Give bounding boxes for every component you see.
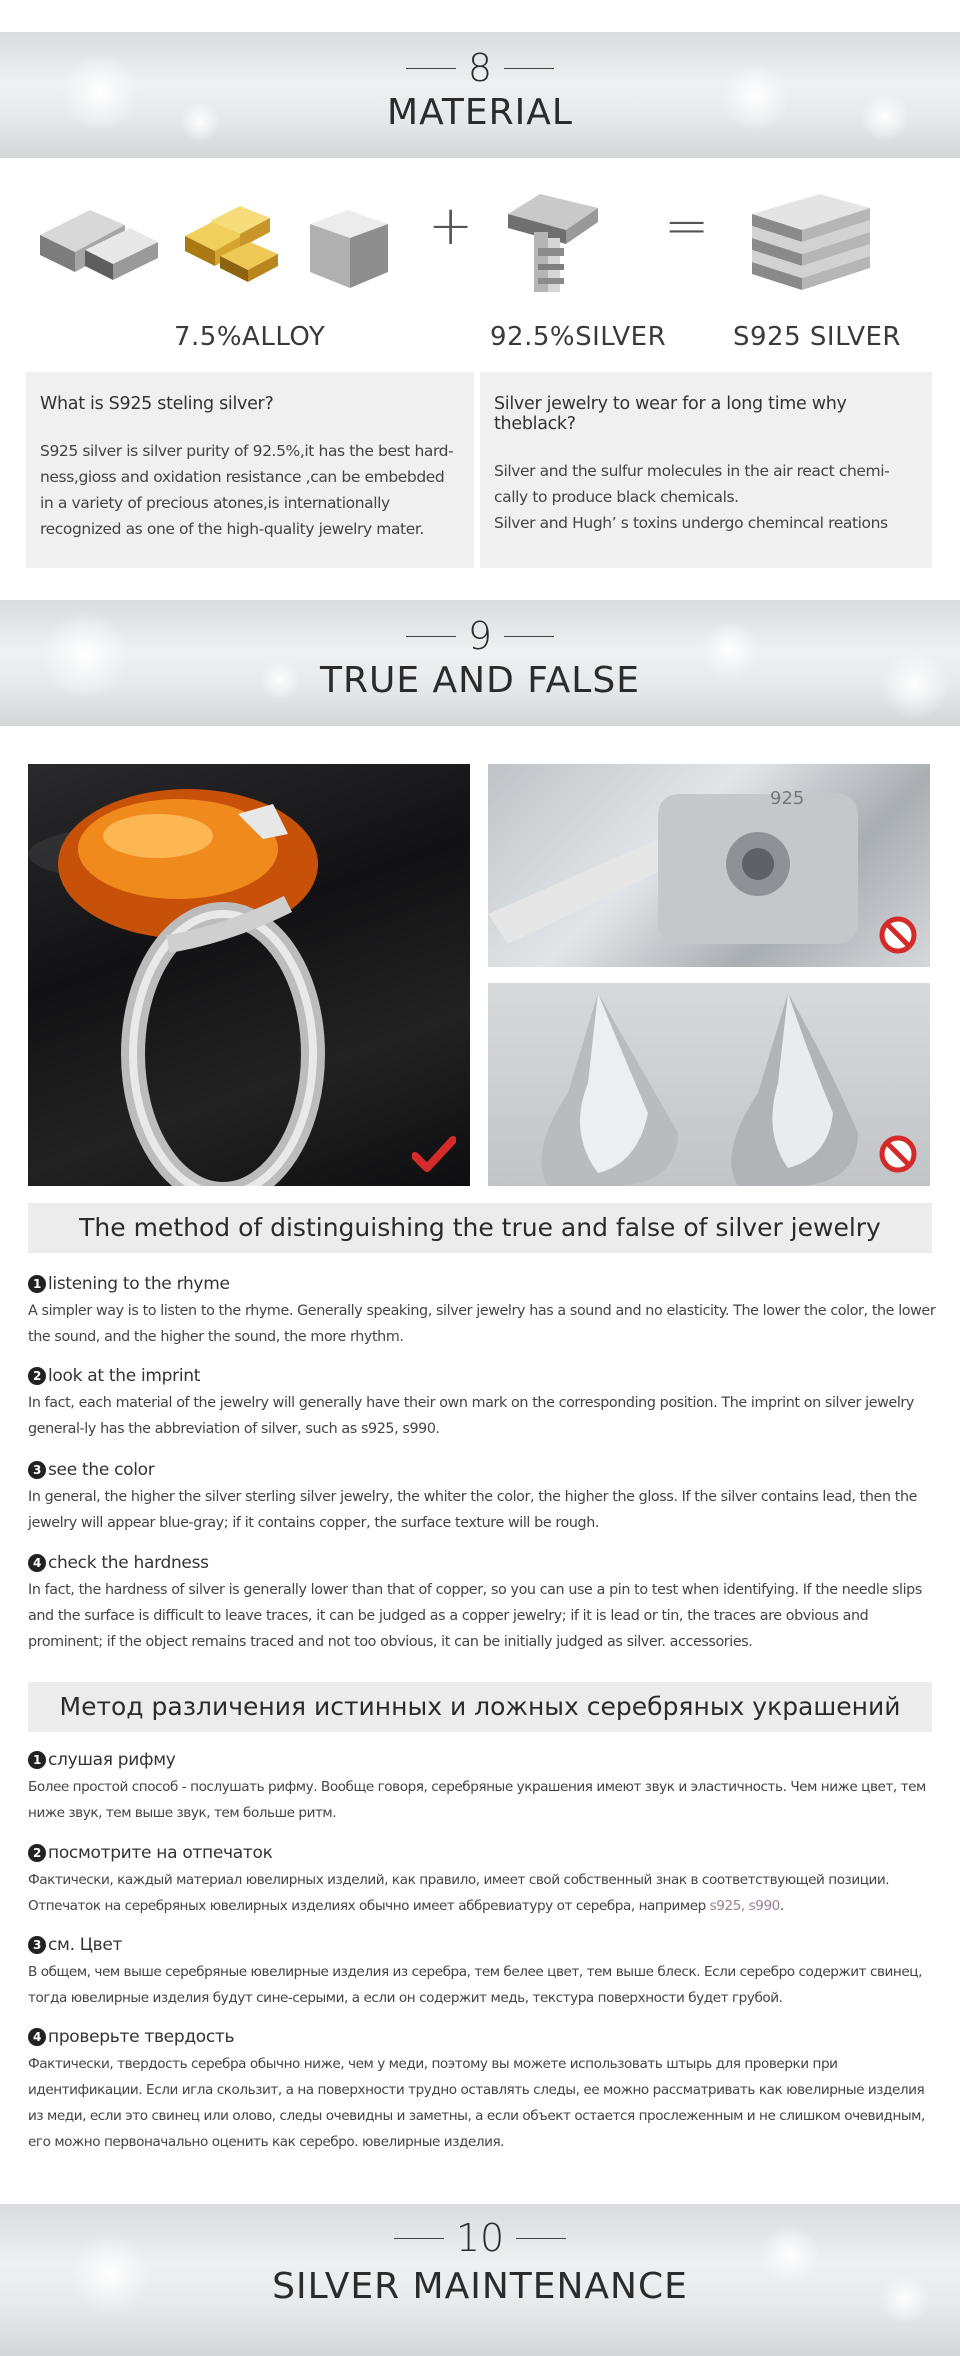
plus-sign: + (428, 194, 474, 257)
bullet-number: 2 (28, 1367, 46, 1385)
imprint-closeup-image (488, 764, 930, 967)
silver-drops-image (488, 983, 930, 1186)
equals-sign: = (664, 194, 710, 257)
divider-line (406, 68, 456, 69)
tip-ru-1 (28, 1750, 938, 1826)
bullet-number: 3 (28, 1461, 46, 1479)
tip-heading: проверьте твердость (48, 2027, 235, 2047)
material-equation (0, 188, 960, 298)
tip-body: Фактически, твердость серебра обычно ниже, чем у меди, поэтому вы можете использовать штырь для проверки при идентификации. Если игла скользит, а на поверхности трудно оставлять следы, ее можно рассматривать как ювелирные изделия из меди, если это свинец или олово, следы очевидны и заметны, а если объект остается прослеженным и не слишком очевидным, его можно первоначально оценить как серебро. ювелирные изделия. (28, 2056, 925, 2150)
tip-body: In fact, the hardness of silver is generally lower than that of copper, so you can use a pin to test when identifying. If the needle slips and the surface is difficult to leave traces, it can be judged as a copper jewelry; if it is lead or tin, the traces are obvious and prominent; if the object remains traced and not too obvious, it can be initially judged as silver. accessories. (28, 1582, 922, 1650)
tip-heading: check the hardness (48, 1553, 209, 1573)
s925-bars-image (748, 188, 878, 300)
silver-bars-image (30, 200, 160, 280)
section-banner-maintenance (0, 2204, 960, 2356)
alloy-label: 7.5%ALLOY (174, 322, 326, 352)
genuine-ring-photo (28, 764, 470, 1186)
method-title-ru: Метод различения истинных и ложных серебряных украшений (28, 1682, 932, 1732)
check-icon (412, 1136, 456, 1172)
section-title: TRUE AND FALSE (320, 660, 640, 701)
silver-label: 92.5%SILVER (490, 322, 667, 352)
svg-text:925: 925 (770, 788, 805, 809)
bullet-number: 1 (28, 1275, 46, 1293)
divider-line (516, 2238, 566, 2239)
section-banner-material (0, 32, 960, 158)
prohibited-icon (878, 1134, 918, 1174)
blackening-info-box (480, 372, 932, 568)
divider-line (504, 68, 554, 69)
info-box-text: Silver and Hugh’ s toxins undergo chemincal reations (494, 514, 888, 532)
section-title: SILVER MAINTENANCE (272, 2266, 688, 2307)
highlight-text: s925, s990 (709, 1898, 780, 1914)
tip-body: In fact, each material of the jewelry will generally have their own mark on the corresponding position. The imprint on silver jewelry general-ly has the abbreviation of silver, such as s925, s990. (28, 1395, 914, 1437)
bullet-number: 2 (28, 1844, 46, 1862)
info-box-text: Silver and the sulfur molecules in the air react chemi-cally to produce black chemicals. (494, 462, 890, 506)
tip-body: Более простой способ - послушать рифму. Вообще говоря, серебряные украшения имеют звук и эластичность. Чем ниже цвет, тем ниже звук, тем выше звук, тем больше ритм. (28, 1779, 926, 1821)
method-title-en: The method of distinguishing the true and false of silver jewelry (28, 1203, 932, 1253)
tip-en-2 (28, 1366, 938, 1442)
divider-line (406, 636, 456, 637)
tip-en-3 (28, 1460, 938, 1536)
tip-heading: см. Цвет (48, 1935, 123, 1955)
tip-ru-2 (28, 1843, 938, 1919)
s925-info-box (26, 372, 474, 568)
tip-body: A simpler way is to listen to the rhyme. Generally speaking, silver jewelry has a sound and no elasticity. The lower the color, the lower the sound, and the higher the sound, the more rhythm. (28, 1303, 936, 1345)
section-number: 8 (467, 46, 493, 90)
info-box-text: S925 silver is silver purity of 92.5%,it has the best hard-ness,gioss and oxidation resistance ,can be embebded in a variety of precious atones,is internationally recognized as one of the high-quality jewelry mater. (40, 442, 454, 538)
tip-heading: see the color (48, 1460, 155, 1480)
bullet-number: 4 (28, 1554, 46, 1572)
raw-silver-image (500, 188, 600, 298)
tip-heading: look at the imprint (48, 1366, 201, 1386)
tip-en-1 (28, 1274, 938, 1350)
tip-heading: слушая рифму (48, 1750, 176, 1770)
tip-ru-3 (28, 1935, 938, 2011)
bullet-number: 3 (28, 1936, 46, 1954)
tip-body: Фактически, каждый материал ювелирных изделий, как правило, имеет свой собственный знак в соответствующей позиции. Отпечаток на серебряных ювелирных изделиях обычно имеет аббревиатуру от серебра, например s925, s990. (28, 1872, 890, 1914)
tip-body: In general, the higher the silver sterling silver jewelry, the whiter the color, the higher the gloss. If the silver contains lead, then the jewelry will appear blue-gray; if it contains copper, the surface texture will be rough. (28, 1489, 918, 1531)
info-box-title: Silver jewelry to wear for a long time why theblack? (494, 394, 847, 434)
tip-heading: посмотрите на отпечаток (48, 1843, 273, 1863)
amber-ring-image (28, 764, 470, 1186)
info-box-title: What is S925 steling silver? (40, 394, 274, 414)
divider-line (394, 2238, 444, 2239)
bullet-number: 4 (28, 2028, 46, 2046)
section-number: 10 (455, 2216, 505, 2260)
fake-drops-photo (488, 983, 930, 1186)
alloy-cube-image (300, 202, 396, 294)
divider-line (504, 636, 554, 637)
tip-body: В общем, чем выше серебряные ювелирные изделия из серебра, тем белее цвет, тем выше блеск. Если серебро содержит свинец, тогда ювелирные изделия будут сине-серыми, а если он содержит медь, текстура поверхности будет грубой. (28, 1964, 922, 2006)
tip-heading: listening to the rhyme (48, 1274, 230, 1294)
tip-en-4 (28, 1553, 938, 1655)
result-label: S925 SILVER (733, 322, 901, 352)
section-title: MATERIAL (387, 92, 573, 133)
prohibited-icon (878, 915, 918, 955)
bullet-number: 1 (28, 1751, 46, 1769)
section-banner-true-false (0, 600, 960, 726)
gold-bars-image (180, 196, 280, 284)
tip-ru-4 (28, 2027, 938, 2155)
fake-imprint-photo (488, 764, 930, 967)
section-number: 9 (467, 614, 493, 658)
